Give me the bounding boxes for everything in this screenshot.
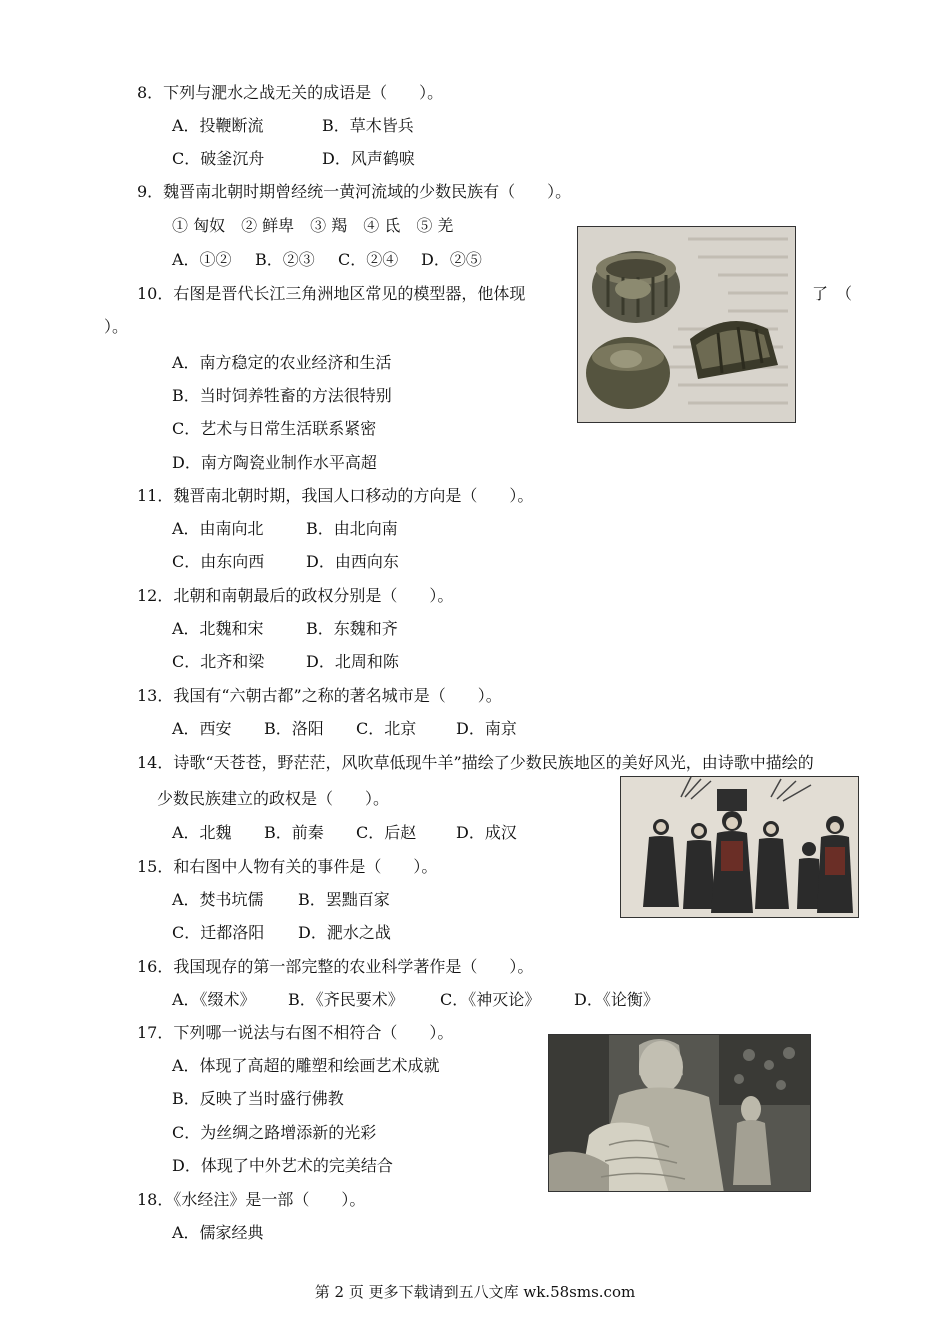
q10-stem: 10．右图是晋代长江三角洲地区常见的模型器，他体现 bbox=[137, 284, 526, 303]
q14-option-c: C．后赵 bbox=[356, 823, 417, 842]
q14-options bbox=[172, 823, 517, 843]
q9-option-a: A．①② bbox=[172, 250, 232, 269]
q12-option-d: D．北周和陈 bbox=[306, 652, 399, 671]
q12-option-a: A．北魏和宋 bbox=[172, 619, 264, 638]
q10-option-c: C．艺术与日常生活联系紧密 bbox=[172, 419, 377, 438]
q17-option-c: C．为丝绸之路增添新的光彩 bbox=[172, 1123, 377, 1142]
q12-option-c: C．北齐和梁 bbox=[172, 652, 265, 671]
pottery-model-illustration bbox=[578, 227, 796, 423]
q14-stem-line2: 少数民族建立的政权是（ ）。 bbox=[157, 789, 390, 808]
q18-option-a: A．儒家经典 bbox=[172, 1223, 264, 1242]
q13-option-b: B．洛阳 bbox=[264, 719, 324, 738]
q13-options bbox=[172, 719, 517, 739]
q14-option-a: A．北魏 bbox=[172, 823, 232, 842]
q16-option-c: C．《神灭论》 bbox=[440, 990, 541, 1009]
q15-stem: 15．和右图中人物有关的事件是（ ）。 bbox=[137, 857, 438, 876]
q9-stem: 9．魏晋南北朝时期曾经统一黄河流域的少数民族有（ ）。 bbox=[137, 182, 572, 201]
q12-option-b: B．东魏和齐 bbox=[306, 619, 398, 638]
q16-option-b: B．《齐民要术》 bbox=[288, 990, 404, 1009]
q13-option-d: D．南京 bbox=[456, 719, 517, 738]
q10-stem-end: ）。 bbox=[104, 317, 129, 336]
q9-option-d: D．②⑤ bbox=[421, 250, 482, 269]
q18-stem: 18．《水经注》是一部（ ）。 bbox=[137, 1190, 366, 1209]
q11-options-row2 bbox=[172, 552, 399, 572]
q11-option-a: A．由南向北 bbox=[172, 519, 264, 538]
q17-option-a: A．体现了高超的雕塑和绘画艺术成就 bbox=[172, 1056, 440, 1075]
q15-option-a: A．焚书坑儒 bbox=[172, 890, 264, 909]
q15-option-c: C．迁都洛阳 bbox=[172, 923, 265, 942]
q15-options-row2 bbox=[172, 923, 391, 943]
q15-options-row1 bbox=[172, 890, 390, 910]
q8-stem: 8．下列与淝水之战无关的成语是（ ）。 bbox=[137, 83, 444, 102]
q9-items: ① 匈奴 ② 鲜卑 ③ 羯 ④ 氐 ⑤ 羌 bbox=[172, 216, 454, 235]
q16-options bbox=[172, 990, 659, 1010]
q11-stem: 11．魏晋南北朝时期，我国人口移动的方向是（ ）。 bbox=[137, 486, 534, 505]
page-footer: 第 2 页 更多下载请到五八文库 wk.58sms.com bbox=[314, 1283, 636, 1301]
q8-option-a: A．投鞭断流 bbox=[172, 116, 264, 135]
q9-option-b: B．②③ bbox=[255, 250, 315, 269]
q10-option-a: A．南方稳定的农业经济和生活 bbox=[172, 353, 392, 372]
q17-stem: 17．下列哪一说法与右图不相符合（ ）。 bbox=[137, 1023, 454, 1042]
q14-option-d: D．成汉 bbox=[456, 823, 517, 842]
q11-option-d: D．由西向东 bbox=[306, 552, 399, 571]
q11-option-b: B．由北向南 bbox=[306, 519, 398, 538]
q8-option-c: C．破釜沉舟 bbox=[172, 149, 265, 168]
q8-option-b: B．草木皆兵 bbox=[322, 116, 414, 135]
pottery-model-image bbox=[577, 226, 796, 423]
q8-option-d: D．风声鹤唳 bbox=[322, 149, 415, 168]
q9-option-c: C．②④ bbox=[338, 250, 399, 269]
q8-options-row2 bbox=[172, 149, 415, 169]
q10-option-b: B．当时饲养牲畜的方法很特别 bbox=[172, 386, 392, 405]
q15-option-b: B．罢黜百家 bbox=[298, 890, 390, 909]
q16-option-a: A．《缀术》 bbox=[172, 990, 256, 1009]
q10-stem-tail: 了 （ bbox=[812, 284, 853, 303]
q14-stem: 14．诗歌“天苍苍，野茫茫，风吹草低现牛羊”描绘了少数民族地区的美好风光，由诗歌中描绘的 bbox=[137, 753, 814, 772]
q9-options bbox=[172, 250, 482, 270]
buddha-statue-illustration bbox=[549, 1035, 811, 1192]
q16-option-d: D．《论衡》 bbox=[574, 990, 659, 1009]
q10-option-d: D．南方陶瓷业制作水平高超 bbox=[172, 453, 377, 472]
q17-option-b: B．反映了当时盛行佛教 bbox=[172, 1089, 344, 1108]
q12-stem: 12．北朝和南朝最后的政权分别是（ ）。 bbox=[137, 586, 454, 605]
mural-image bbox=[620, 776, 859, 918]
q16-stem: 16．我国现存的第一部完整的农业科学著作是（ ）。 bbox=[137, 957, 534, 976]
q15-option-d: D．淝水之战 bbox=[298, 923, 391, 942]
buddha-statue-image bbox=[548, 1034, 811, 1192]
q17-option-d: D．体现了中外艺术的完美结合 bbox=[172, 1156, 393, 1175]
q8-options-row1 bbox=[172, 116, 414, 136]
q13-option-c: C．北京 bbox=[356, 719, 417, 738]
q14-option-b: B．前秦 bbox=[264, 823, 324, 842]
q11-options-row1 bbox=[172, 519, 398, 539]
q13-stem: 13．我国有“六朝古都”之称的著名城市是（ ）。 bbox=[137, 686, 502, 705]
q12-options-row2 bbox=[172, 652, 399, 672]
q13-option-a: A．西安 bbox=[172, 719, 232, 738]
q11-option-c: C．由东向西 bbox=[172, 552, 265, 571]
mural-illustration bbox=[621, 777, 859, 918]
q12-options-row1 bbox=[172, 619, 398, 639]
